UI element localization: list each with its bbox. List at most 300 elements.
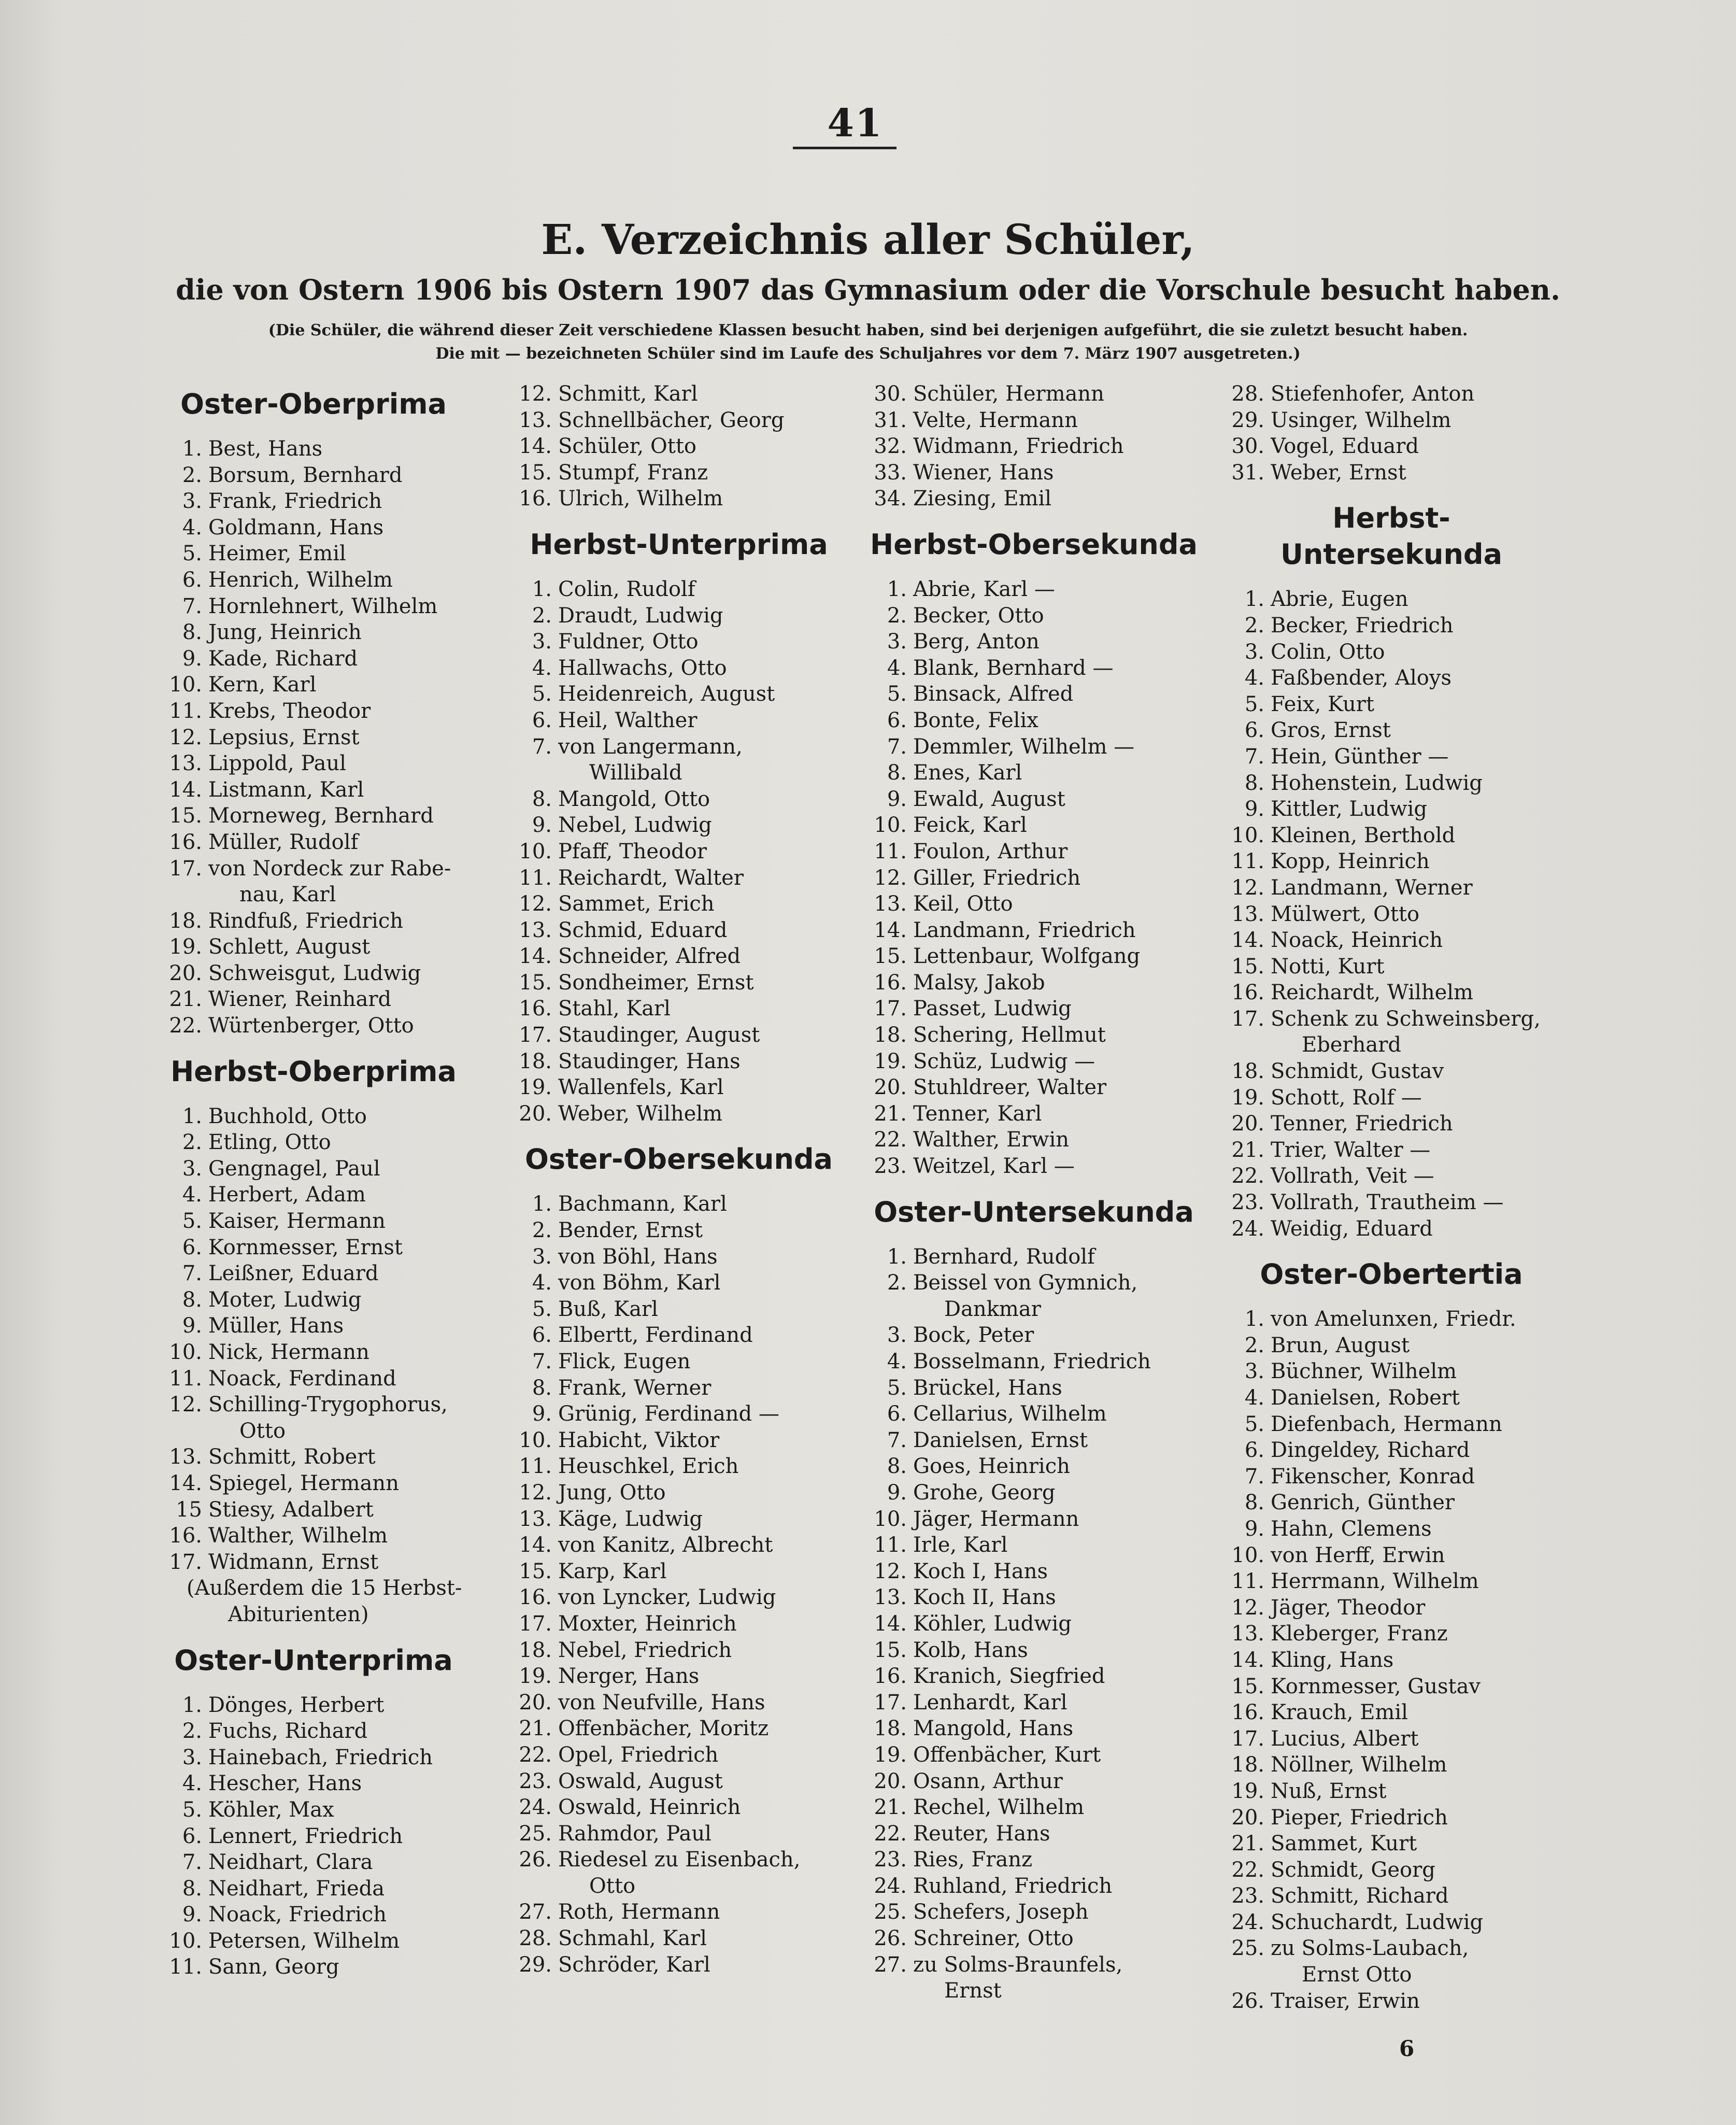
student-name: Weitzel, Karl —: [913, 1154, 1075, 1179]
section-remark-line: (Außerdem die 15 Herbst-: [187, 1576, 462, 1600]
student-entry: [161, 1013, 513, 1039]
student-entry: [161, 1208, 513, 1235]
student-number: 6.: [887, 708, 907, 732]
student-number: 17.: [1231, 1007, 1264, 1031]
student-name: Vogel, Eduard: [1271, 434, 1419, 459]
student-entry: [865, 1244, 1218, 1270]
page-title: E. Verzeichnis aller Schüler,: [541, 215, 1195, 264]
student-number: 9.: [532, 813, 552, 838]
student-entry: [865, 1074, 1218, 1101]
student-name: Abrie, Karl —: [913, 577, 1055, 601]
student-name: Bosselmann, Friedrich: [913, 1350, 1151, 1373]
class-heading: Oster-Oberprima: [180, 388, 447, 420]
student-entry: [161, 462, 513, 489]
student-name: Brun, August: [1271, 1333, 1410, 1357]
student-name: Rahmdor, Paul: [558, 1821, 712, 1846]
student-entry: [1223, 1111, 1575, 1137]
student-entry: [510, 1191, 863, 1217]
student-number: 3.: [532, 1244, 552, 1269]
student-number: 1.: [887, 577, 907, 601]
student-number: 2.: [887, 1271, 907, 1295]
student-entry: [510, 603, 863, 629]
student-name: Karp, Karl: [558, 1559, 667, 1583]
student-number: 12.: [169, 725, 202, 749]
student-name: Nick, Hermann: [208, 1340, 369, 1364]
student-entry: [865, 1506, 1218, 1533]
student-entry: [1223, 1568, 1575, 1595]
student-number: 2.: [532, 603, 552, 628]
student-number: 2.: [532, 1219, 552, 1243]
student-entry: [1223, 381, 1575, 407]
student-entry: [161, 986, 513, 1013]
student-list: [510, 1191, 863, 1978]
student-number: 13.: [874, 1585, 907, 1610]
student-entry: [161, 593, 513, 620]
student-name: Ries, Franz: [913, 1848, 1033, 1872]
student-name: Koch II, Hans: [913, 1585, 1056, 1610]
student-entry: [1223, 823, 1575, 849]
student-name: Borsum, Bernhard: [208, 463, 403, 487]
class-section: [510, 527, 863, 1127]
student-name: Rindfuß, Friedrich: [208, 909, 404, 933]
student-number: 20.: [1231, 1805, 1264, 1830]
student-name: Schmitt, Karl: [558, 382, 698, 406]
student-entry: [1223, 1385, 1575, 1411]
student-entry: [1223, 1621, 1575, 1647]
student-number: 21.: [874, 1101, 907, 1126]
student-number: 1.: [532, 1192, 552, 1216]
student-entry: [510, 381, 863, 407]
student-number: 24.: [519, 1795, 552, 1820]
student-name: Offenbächer, Kurt: [913, 1742, 1101, 1767]
student-number: 22.: [1231, 1164, 1264, 1188]
student-name: Ewald, August: [913, 787, 1065, 811]
student-entry: [1223, 665, 1575, 691]
student-entry: [510, 486, 863, 512]
student-number: 14.: [1231, 1648, 1264, 1672]
student-number: 28.: [1231, 382, 1264, 406]
student-number: 11.: [874, 839, 907, 863]
student-entry: [510, 707, 863, 734]
student-entry: [1223, 1358, 1575, 1385]
student-number: 21.: [1231, 1832, 1264, 1856]
student-number: 8.: [532, 1376, 552, 1400]
student-entry: [161, 960, 513, 987]
class-heading: Oster-Unterprima: [174, 1644, 453, 1677]
student-number: 18.: [519, 1638, 552, 1662]
student-entry: [1223, 1909, 1575, 1936]
student-name: Heimer, Emil: [208, 542, 346, 566]
student-entry: [161, 1849, 513, 1876]
student-entry: [1223, 875, 1575, 901]
student-entry: [1223, 1189, 1575, 1216]
student-entry: [865, 407, 1218, 434]
student-number: 7.: [887, 734, 907, 759]
student-number: 17.: [519, 1611, 552, 1636]
student-entry: [865, 1532, 1218, 1559]
student-name: Kornmesser, Gustav: [1271, 1674, 1481, 1698]
class-heading: Oster-Untersekunda: [874, 1195, 1194, 1228]
student-number: 6.: [1244, 1438, 1264, 1463]
student-number: 12.: [519, 382, 552, 406]
student-number: 5.: [1244, 692, 1264, 716]
student-entry: [510, 1637, 863, 1664]
student-number: 11.: [169, 1955, 202, 1979]
student-name: Habicht, Viktor: [558, 1428, 720, 1452]
student-name: Bock, Peter: [913, 1323, 1034, 1348]
student-name: Riedesel zu Eisenbach,: [558, 1848, 801, 1872]
student-entry: [1223, 1883, 1575, 1909]
student-entry: [161, 646, 513, 672]
student-number: 9.: [532, 1402, 552, 1426]
student-entry: [1223, 1085, 1575, 1111]
student-number: 21.: [519, 1717, 552, 1741]
student-number: 8.: [182, 1287, 202, 1312]
student-name: Schröder, Karl: [558, 1952, 710, 1977]
student-entry: [510, 1559, 863, 1585]
student-name: Widmann, Friedrich: [913, 434, 1124, 459]
student-number: 7.: [532, 734, 552, 759]
student-number: 20.: [874, 1769, 907, 1793]
student-entry: [510, 629, 863, 655]
student-number: 10.: [1231, 1543, 1264, 1567]
student-entry: [161, 1497, 513, 1523]
student-name: Jung, Heinrich: [208, 620, 362, 645]
student-entry: [510, 1270, 863, 1296]
student-name: Pieper, Friedrich: [1271, 1805, 1448, 1830]
student-name: Kling, Hans: [1271, 1648, 1394, 1672]
student-number: 25.: [519, 1821, 552, 1846]
student-name: Colin, Rudolf: [558, 577, 695, 601]
student-name: Diefenbach, Hermann: [1271, 1412, 1502, 1436]
student-name: Heidenreich, August: [558, 682, 775, 706]
student-entry: [510, 1768, 863, 1795]
student-number: 10.: [519, 839, 552, 863]
student-number: 17.: [874, 1690, 907, 1715]
student-entry: [510, 1742, 863, 1768]
student-entry: [510, 576, 863, 603]
student-number: 11.: [874, 1533, 907, 1557]
student-number: 30.: [1231, 434, 1264, 459]
student-name: Krebs, Theodor: [208, 699, 371, 723]
student-number: 17.: [1231, 1726, 1264, 1751]
student-entry: [865, 460, 1218, 486]
student-number: 10.: [169, 1929, 202, 1953]
student-name: Frank, Friedrich: [208, 489, 382, 514]
student-name: Etling, Otto: [208, 1130, 331, 1155]
student-name: Traiser, Erwin: [1271, 1989, 1420, 2013]
student-name: Best, Hans: [208, 437, 323, 461]
student-entry: [161, 1523, 513, 1549]
student-entry: [161, 1339, 513, 1366]
student-entry: [1223, 433, 1575, 460]
student-number: 11.: [1231, 849, 1264, 874]
class-section: [1223, 500, 1575, 1242]
student-name: Buchhold, Otto: [208, 1104, 367, 1128]
column-2: [510, 381, 863, 1978]
student-entry: [510, 891, 863, 917]
student-name: Kittler, Ludwig: [1271, 797, 1428, 821]
student-entry: [510, 1611, 863, 1637]
student-number: 14.: [874, 918, 907, 942]
student-number: 18.: [874, 1023, 907, 1047]
student-entry: [161, 856, 513, 908]
student-number: 1.: [1244, 587, 1264, 612]
sheet-mark: 6: [1399, 2036, 1415, 2061]
student-name: Dönges, Herbert: [208, 1693, 385, 1717]
student-number: 10.: [169, 673, 202, 697]
student-entry: [1223, 1752, 1575, 1778]
student-entry: [865, 603, 1218, 629]
student-number: 2.: [1244, 613, 1264, 638]
student-number: 3.: [182, 1156, 202, 1181]
student-name: Jung, Otto: [558, 1480, 666, 1505]
student-name: Sammet, Erich: [558, 892, 715, 916]
student-entry: [161, 1156, 513, 1182]
student-name: Spiegel, Hermann: [208, 1471, 399, 1495]
student-entry: [1223, 1542, 1575, 1569]
student-entry: [865, 891, 1218, 917]
student-entry: [161, 934, 513, 960]
student-number: 16.: [169, 1524, 202, 1548]
student-entry: [865, 1637, 1218, 1664]
student-name: Schmahl, Karl: [558, 1926, 707, 1951]
student-name: Köhler, Max: [208, 1797, 334, 1822]
student-number: 19.: [874, 1049, 907, 1073]
student-number: 6.: [887, 1402, 907, 1426]
student-entry: [510, 1899, 863, 1925]
student-name: Hein, Günther —: [1271, 744, 1449, 769]
student-number: 4.: [182, 1772, 202, 1796]
student-number: 14.: [1231, 928, 1264, 953]
section-remark-line: Abiturienten): [228, 1602, 369, 1626]
student-number: 15.: [169, 804, 202, 828]
student-entry: [161, 1549, 513, 1576]
student-name: Fuldner, Otto: [558, 630, 699, 654]
student-name: Schott, Rolf —: [1271, 1085, 1422, 1110]
student-entry: [865, 1453, 1218, 1480]
student-entry: [510, 1532, 863, 1559]
student-name: Hallwachs, Otto: [558, 656, 727, 680]
student-name: Lepsius, Ernst: [208, 725, 360, 749]
student-entry: [865, 1375, 1218, 1401]
student-name: Frank, Werner: [558, 1376, 712, 1400]
student-number: 1.: [182, 1693, 202, 1717]
student-name-continuation: Ernst Otto: [1302, 1963, 1412, 1987]
student-entry: [510, 1794, 863, 1821]
student-entry: [161, 1235, 513, 1261]
student-number: 19.: [169, 935, 202, 959]
student-number: 20.: [519, 1690, 552, 1715]
student-entry: [161, 1313, 513, 1339]
student-name: Sondheimer, Ernst: [558, 970, 754, 995]
student-number: 17.: [169, 1550, 202, 1574]
student-name: Lettenbaur, Wolfgang: [913, 944, 1141, 969]
student-name: von Böhl, Hans: [558, 1244, 718, 1269]
student-name: Morneweg, Bernhard: [208, 804, 434, 828]
student-list: [865, 576, 1218, 1180]
student-name: von Lyncker, Ludwig: [558, 1585, 776, 1610]
student-number: 9.: [887, 787, 907, 811]
student-list: [1223, 1306, 1575, 2014]
student-entry: [510, 1322, 863, 1349]
student-number: 8.: [887, 1454, 907, 1479]
student-name: Jäger, Theodor: [1271, 1595, 1426, 1620]
student-entry: [161, 1876, 513, 1902]
student-name: zu Solms-Braunfels,: [913, 1952, 1123, 1977]
student-name: Wallenfels, Karl: [558, 1075, 724, 1100]
student-name: Offenbächer, Moritz: [558, 1717, 769, 1741]
student-number: 4.: [887, 656, 907, 680]
student-name: Opel, Friedrich: [558, 1742, 719, 1767]
student-entry: [865, 707, 1218, 734]
student-entry: [161, 1902, 513, 1928]
student-name: Moter, Ludwig: [208, 1287, 362, 1312]
student-name: Schreiner, Otto: [913, 1926, 1074, 1951]
student-number: 19.: [874, 1742, 907, 1767]
student-name: Noack, Heinrich: [1271, 928, 1443, 953]
student-number: 3.: [887, 1323, 907, 1348]
student-entry: [510, 1925, 863, 1952]
student-name: Schmid, Eduard: [558, 918, 728, 942]
student-number: 8.: [182, 1876, 202, 1901]
student-number: 20.: [519, 1101, 552, 1126]
student-number: 33.: [874, 460, 907, 485]
student-name: Vollrath, Trautheim —: [1271, 1191, 1504, 1215]
student-name: Stiesy, Adalbert: [208, 1497, 374, 1522]
student-name: Foulon, Arthur: [913, 839, 1068, 863]
student-name-continuation: Willibald: [589, 761, 682, 785]
student-number: 18.: [519, 1049, 552, 1073]
student-name-continuation: nau, Karl: [239, 883, 336, 907]
student-entry: [510, 812, 863, 839]
student-name: Notti, Kurt: [1271, 954, 1385, 979]
student-name: Herbert, Adam: [208, 1183, 366, 1207]
student-name: Schmidt, Georg: [1271, 1858, 1435, 1882]
student-number: 1.: [532, 577, 552, 601]
student-number: 11.: [169, 1366, 202, 1391]
student-number: 15.: [1231, 1674, 1264, 1698]
student-number: 29.: [1231, 408, 1264, 432]
class-heading: Herbst-Oberprima: [170, 1055, 457, 1088]
student-name: Demmler, Wilhelm —: [913, 734, 1135, 759]
student-name: Malsy, Jakob: [913, 970, 1045, 995]
student-name: Ruhland, Friedrich: [913, 1874, 1113, 1898]
student-name: Schilling-Trygophorus,: [208, 1393, 448, 1417]
student-number: 5.: [182, 1209, 202, 1234]
student-number: 2.: [887, 603, 907, 628]
student-name: Schweisgut, Ludwig: [208, 961, 421, 985]
student-name: von Neufville, Hans: [558, 1690, 765, 1715]
student-entry: [161, 1823, 513, 1850]
student-number: 12.: [169, 1393, 202, 1417]
student-name: von Böhm, Karl: [558, 1271, 721, 1295]
student-name: Nuß, Ernst: [1271, 1779, 1387, 1803]
student-name: Rechel, Wilhelm: [913, 1795, 1084, 1820]
student-number: 30.: [874, 382, 907, 406]
class-section: [1223, 381, 1575, 486]
student-number: 3.: [1244, 640, 1264, 664]
student-entry: [1223, 1726, 1575, 1752]
student-name: Koch I, Hans: [913, 1559, 1048, 1583]
student-name: Sann, Georg: [208, 1955, 339, 1979]
student-number: 6.: [182, 1235, 202, 1259]
student-entry: [865, 839, 1218, 865]
student-entry: [510, 1349, 863, 1375]
student-number: 7.: [182, 594, 202, 618]
student-entry: [865, 629, 1218, 655]
column-3: [865, 381, 1218, 2004]
student-name: Stiefenhofer, Anton: [1271, 382, 1475, 406]
student-name: Blank, Bernhard —: [913, 656, 1114, 680]
student-name: Grünig, Ferdinand —: [558, 1402, 779, 1426]
student-entry: [1223, 901, 1575, 928]
student-number: 17.: [519, 1023, 552, 1047]
student-name: Flick, Eugen: [558, 1350, 691, 1373]
student-number: 2.: [182, 1130, 202, 1155]
student-list: [510, 381, 863, 512]
student-number: 11.: [169, 699, 202, 723]
class-heading: Herbst-Obersekunda: [870, 528, 1198, 561]
student-entry: [510, 917, 863, 944]
student-name: Nöllner, Wilhelm: [1271, 1753, 1447, 1777]
student-name: Schefers, Joseph: [913, 1900, 1089, 1924]
student-number: 26.: [519, 1848, 552, 1872]
student-number: 15.: [874, 944, 907, 969]
student-name: Krauch, Emil: [1271, 1701, 1408, 1725]
student-entry: [510, 1101, 863, 1127]
student-name: Würtenberger, Otto: [208, 1014, 414, 1038]
student-list: [161, 1692, 513, 1981]
student-name: Bernhard, Rudolf: [913, 1244, 1095, 1269]
student-entry: [865, 760, 1218, 786]
student-name: Genrich, Günther: [1271, 1491, 1455, 1515]
student-name: Noack, Friedrich: [208, 1903, 387, 1927]
student-entry: [161, 725, 513, 751]
student-number: 7.: [1244, 744, 1264, 769]
student-name: Reichardt, Wilhelm: [1271, 981, 1473, 1005]
student-name: Giller, Friedrich: [913, 866, 1081, 890]
student-name: Lennert, Friedrich: [208, 1824, 403, 1848]
student-entry: [865, 1349, 1218, 1375]
student-name: Heil, Walther: [558, 708, 698, 732]
student-name: Bender, Ernst: [558, 1219, 703, 1243]
student-number: 10.: [874, 813, 907, 838]
student-entry: [865, 1663, 1218, 1690]
student-name: Grohe, Georg: [913, 1480, 1056, 1505]
class-section: [865, 381, 1218, 512]
student-name: Ziesing, Emil: [913, 487, 1052, 511]
class-section: [161, 1054, 513, 1628]
student-number: 4.: [1244, 666, 1264, 690]
student-entry: [510, 1847, 863, 1899]
student-name: Köhler, Ludwig: [913, 1611, 1072, 1636]
student-number: 15.: [1231, 954, 1264, 979]
student-name: Landmann, Werner: [1271, 875, 1473, 900]
student-name: Reuter, Hans: [913, 1821, 1050, 1846]
student-number: 15.: [519, 970, 552, 995]
student-number: 14.: [874, 1611, 907, 1636]
student-name: Ulrich, Wilhelm: [558, 487, 723, 511]
student-name: Cellarius, Wilhelm: [913, 1402, 1107, 1426]
student-number: 25.: [874, 1900, 907, 1924]
student-entry: [865, 1049, 1218, 1075]
student-name: Kade, Richard: [208, 646, 358, 671]
student-number: 5.: [887, 1376, 907, 1400]
student-name: Velte, Hermann: [913, 408, 1078, 432]
student-entry: [865, 433, 1218, 460]
student-entry: [1223, 1216, 1575, 1242]
